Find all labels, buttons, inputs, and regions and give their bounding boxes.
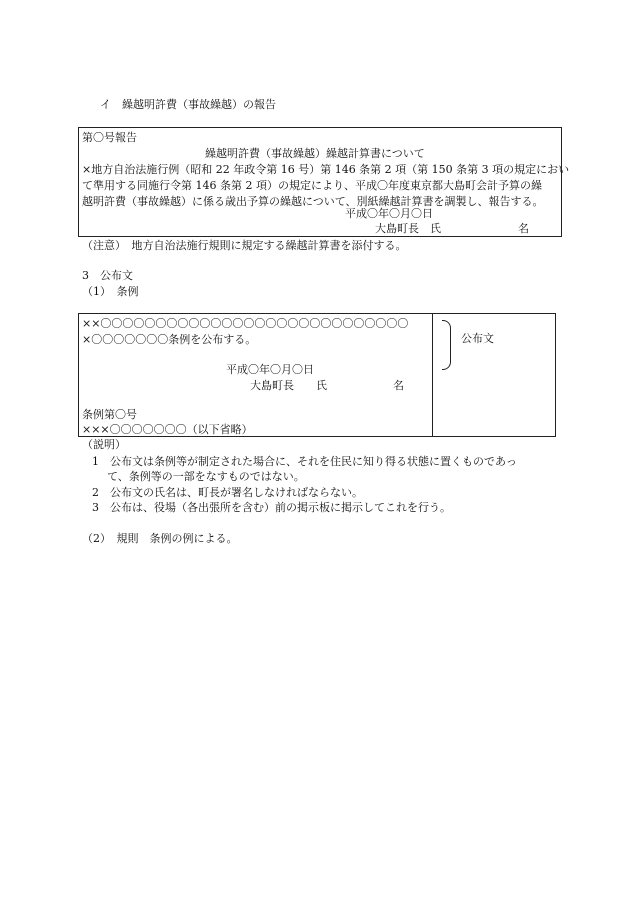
ordinance-number: 条例第〇号 bbox=[82, 408, 137, 421]
explanation-item-2: 2 公布文の氏名は、町長が署名しなければならない。 bbox=[92, 486, 363, 499]
side-bracket bbox=[442, 320, 451, 370]
report-title: 繰越明許費（事故繰越）繰越計算書について bbox=[205, 147, 425, 160]
ordinance-title: ×××〇〇〇〇〇〇〇（以下省略） bbox=[82, 423, 253, 436]
report-note: （注意） 地方自治法施行規則に規定する繰越計算書を添付する。 bbox=[82, 239, 407, 252]
report-signer: 大島町長 氏 名 bbox=[375, 222, 529, 235]
promulgation-date: 平成〇年〇月〇日 bbox=[226, 363, 314, 376]
report-body-line-1: ×地方自治法施行例（昭和 22 年政令第 16 号）第 146 条第 2 項（第 150 条第 3 項の規定におい bbox=[82, 163, 570, 176]
promulgation-line-1: ××〇〇〇〇〇〇〇〇〇〇〇〇〇〇〇〇〇〇〇〇〇〇〇〇〇〇〇〇 bbox=[82, 317, 409, 330]
explanation-heading: （説明） bbox=[82, 438, 126, 451]
report-number: 第〇号報告 bbox=[82, 131, 137, 144]
report-body-line-3: 越明許費（事故繰越）に係る歳出予算の繰越について、別紙繰越計算書を調製し、報告する。 bbox=[82, 195, 544, 208]
section-heading-report: イ 繰越明許費（事故繰越）の報告 bbox=[100, 98, 276, 111]
promulgation-signer: 大島町長 氏 名 bbox=[250, 379, 404, 392]
promulgation-box-divider bbox=[432, 313, 433, 437]
report-body-line-2: て準用する同施行令第 146 条第 2 項）の規定により、平成〇年度東京都大島町会計予算の繰 bbox=[82, 179, 542, 192]
explanation-item-1-line-2: て、条例等の一部をなすものではない。 bbox=[107, 470, 305, 483]
explanation-item-1-line-1: 1 公布文は条例等が制定された場合に、それを住民に知り得る状態に置くものであっ bbox=[92, 455, 517, 468]
section-heading-promulgation: 3 公布文 bbox=[82, 269, 133, 282]
subsection-rules: （2） 規則 条例の例による。 bbox=[82, 532, 238, 545]
side-label-promulgation: 公布文 bbox=[461, 332, 494, 345]
report-date: 平成〇年〇月〇日 bbox=[345, 207, 433, 220]
subsection-ordinance: （1） 条例 bbox=[82, 285, 139, 298]
explanation-item-3: 3 公布は、役場（各出張所を含む）前の掲示板に掲示してこれを行う。 bbox=[92, 501, 451, 514]
promulgation-line-2: ×〇〇〇〇〇〇〇条例を公布する。 bbox=[82, 333, 257, 346]
